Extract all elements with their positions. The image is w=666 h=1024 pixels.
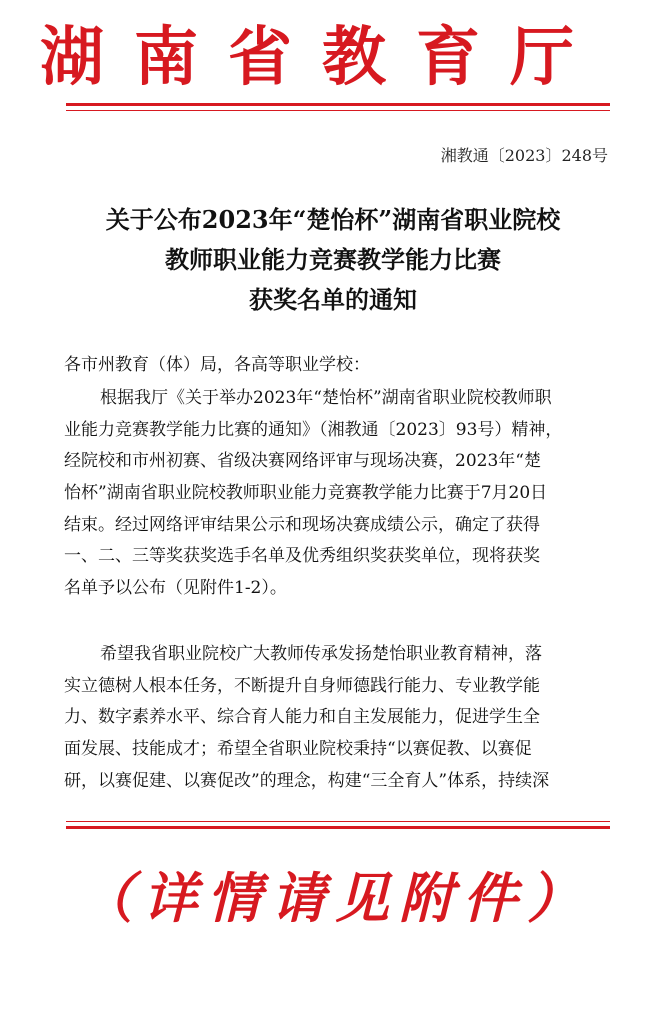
paragraph-line: 名单予以公布（见附件1-2）。 <box>64 578 287 599</box>
red-divider-top-thick <box>66 103 610 106</box>
paragraph-line: 研，以赛促建、以赛促改”的理念，构建“三全育人”体系，持续深 <box>64 770 550 791</box>
issuer-header: 湖南省教育厅 <box>40 20 604 95</box>
document-number: 湘教通〔2023〕248号 <box>440 146 608 165</box>
document-title-line-1: 关于公布2023年“楚怡杯”湖南省职业院校 <box>105 205 561 234</box>
paragraph-line: 经院校和市州初赛、省级决赛网络评审与现场决赛，2023年“楚 <box>64 451 541 472</box>
document-title-line-2: 教师职业能力竞赛教学能力比赛 <box>165 245 501 274</box>
paragraph-line: 实立德树人根本任务，不断提升自身师德践行能力、专业教学能 <box>64 675 540 696</box>
document-title-line-3: 获奖名单的通知 <box>249 285 417 314</box>
red-divider-bottom-thin <box>66 821 610 822</box>
paragraph-line: 面发展、技能成才；希望全省职业院校秉持“以赛促教、以赛促 <box>64 739 532 760</box>
paragraph-2 <box>64 639 612 797</box>
paragraph-line: 怡杯”湖南省职业院校教师职业能力竞赛教学能力比赛于7月20日 <box>64 483 548 504</box>
paragraph-line: 根据我厅《关于举办2023年“楚怡杯”湖南省职业院校教师职 <box>100 388 552 408</box>
paragraph-1 <box>64 383 612 605</box>
paragraph-line: 业能力竞赛教学能力比赛的通知》（湘教通〔2023〕93号）精神， <box>64 419 563 440</box>
see-attachment-note: （详情请见附件） <box>79 866 591 930</box>
paragraph-line: 一、二、三等奖获奖选手名单及优秀组织奖获奖单位，现将获奖 <box>64 546 540 567</box>
paragraph-line: 希望我省职业院校广大教师传承发扬楚怡职业教育精神，落 <box>100 644 542 664</box>
red-divider-bottom-thick <box>66 826 610 829</box>
salutation: 各市州教育（体）局，各高等职业学校： <box>64 355 370 375</box>
paragraph-line: 力、数字素养水平、综合育人能力和自主发展能力，促进学生全 <box>64 707 540 728</box>
red-divider-top-thin <box>66 110 610 111</box>
paragraph-line: 结束。经过网络评审结果公示和现场决赛成绩公示，确定了获得 <box>64 514 540 535</box>
